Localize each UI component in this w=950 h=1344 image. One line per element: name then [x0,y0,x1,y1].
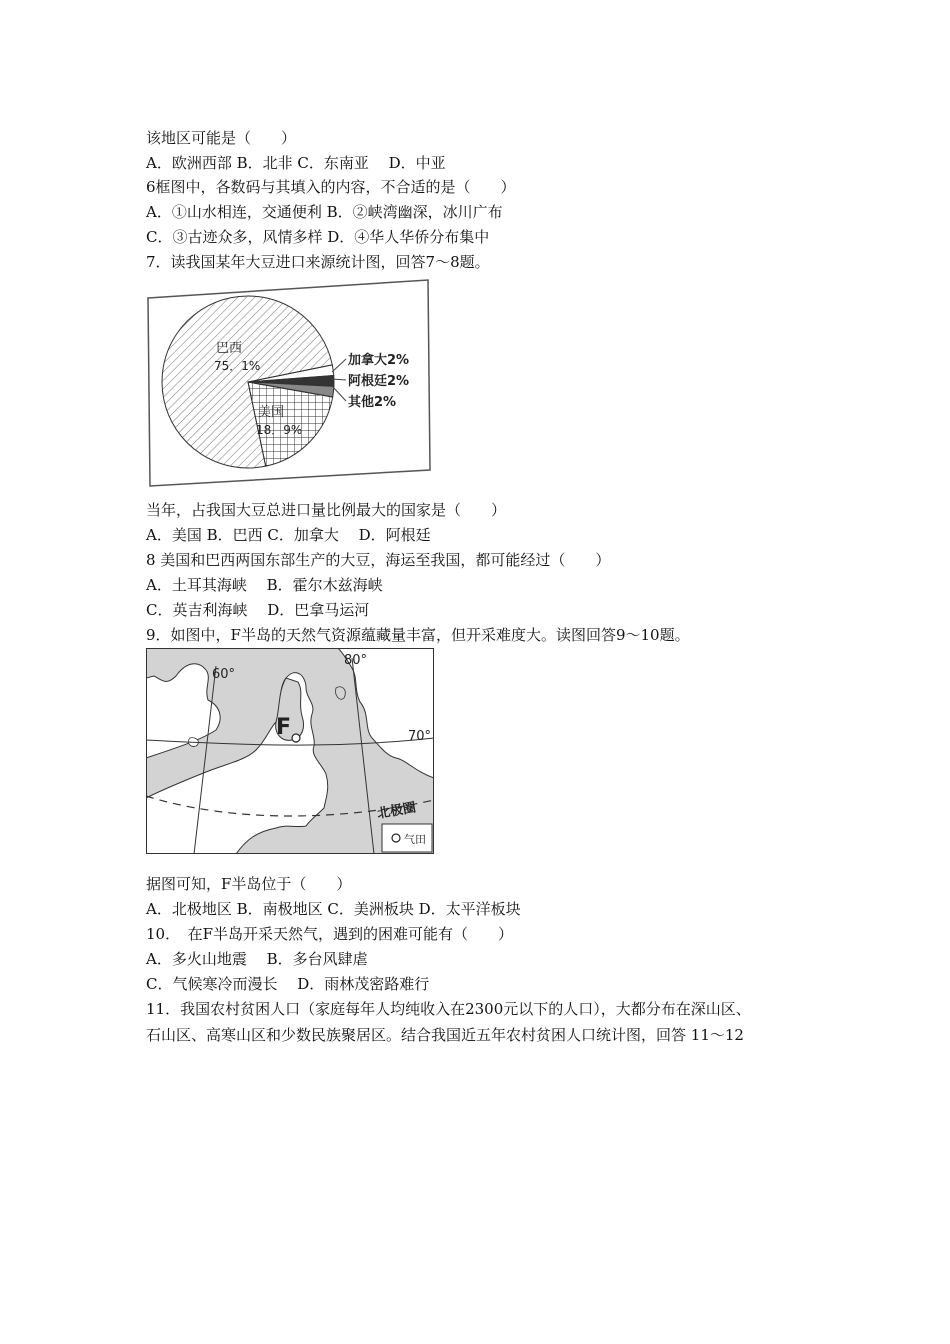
f-peninsula-map [146,648,434,854]
label-60: 60° [212,667,236,682]
label-80: 80° [344,653,368,668]
gas-field-legend-icon [392,834,400,842]
text-line: 据图可知，F半岛位于（ ） [146,875,352,893]
question-11: 11．我国农村贫困人口（家庭每年人均纯收入在2300元以下的人口），大都分布在深山区、 [146,1000,751,1018]
soybean-import-pie-chart [140,276,440,494]
slice-value-usa: 18．9% [256,423,303,437]
slice-label-canada: 加拿大2% [348,353,410,368]
option-line: A．北极地区 B．南极地区 C．美洲板块 D．太平洋板块 [146,900,521,918]
slice-label-argentina: 阿根廷2% [348,374,410,389]
slice-label-usa: 美国 [258,405,285,420]
option-line: C．③古迹众多，风情多样 D．④华人华侨分布集中 [146,228,490,246]
gas-field-icon [292,734,300,742]
label-70: 70° [408,729,432,744]
text-line: 当年，占我国大豆总进口量比例最大的国家是（ ） [146,501,507,519]
question-10: 10． 在F半岛开采天然气，遇到的困难可能有（ ） [146,925,513,943]
text-line: A．欧洲西部 B．北非 C．东南亚 D．中亚 [146,154,446,172]
option-line: C．气候寒冷而漫长 D．雨林茂密路难行 [146,975,430,993]
question-7: 7．读我国某年大豆进口来源统计图，回答7～8题。 [146,253,490,271]
legend-label: 气田 [404,833,426,846]
text-line: 石山区、高寒山区和少数民族聚居区。结合我国近五年农村贫困人口统计图，回答 11～12 [146,1026,744,1044]
option-line: A．多火山地震 B．多台风肆虐 [146,950,368,968]
peninsula-label: F [276,715,292,740]
slice-value-brazil: 75．1% [214,359,261,373]
option-line: C．英吉利海峡 D．巴拿马运河 [146,601,370,619]
slice-label-other: 其他2% [348,395,397,410]
text-line: 该地区可能是（ ） [146,129,297,147]
slice-label-brazil: 巴西 [216,341,243,356]
question-8: 8 美国和巴西两国东部生产的大豆，海运至我国，都可能经过（ ） [146,551,611,569]
option-line: A．①山水相连，交通便利 B．②峡湾幽深，冰川广布 [146,203,503,221]
arctic-circle-label: 北极圈 [376,800,418,822]
option-line: A．美国 B．巴西 C．加拿大 D．阿根廷 [146,526,431,544]
question-9: 9．如图中，F半岛的天然气资源蕴藏量丰富，但开采难度大。读图回答9～10题。 [146,626,690,644]
option-line: A．土耳其海峡 B．霍尔木兹海峡 [146,576,383,594]
question-6: 6框图中，各数码与其填入的内容，不合适的是（ ） [146,178,516,196]
